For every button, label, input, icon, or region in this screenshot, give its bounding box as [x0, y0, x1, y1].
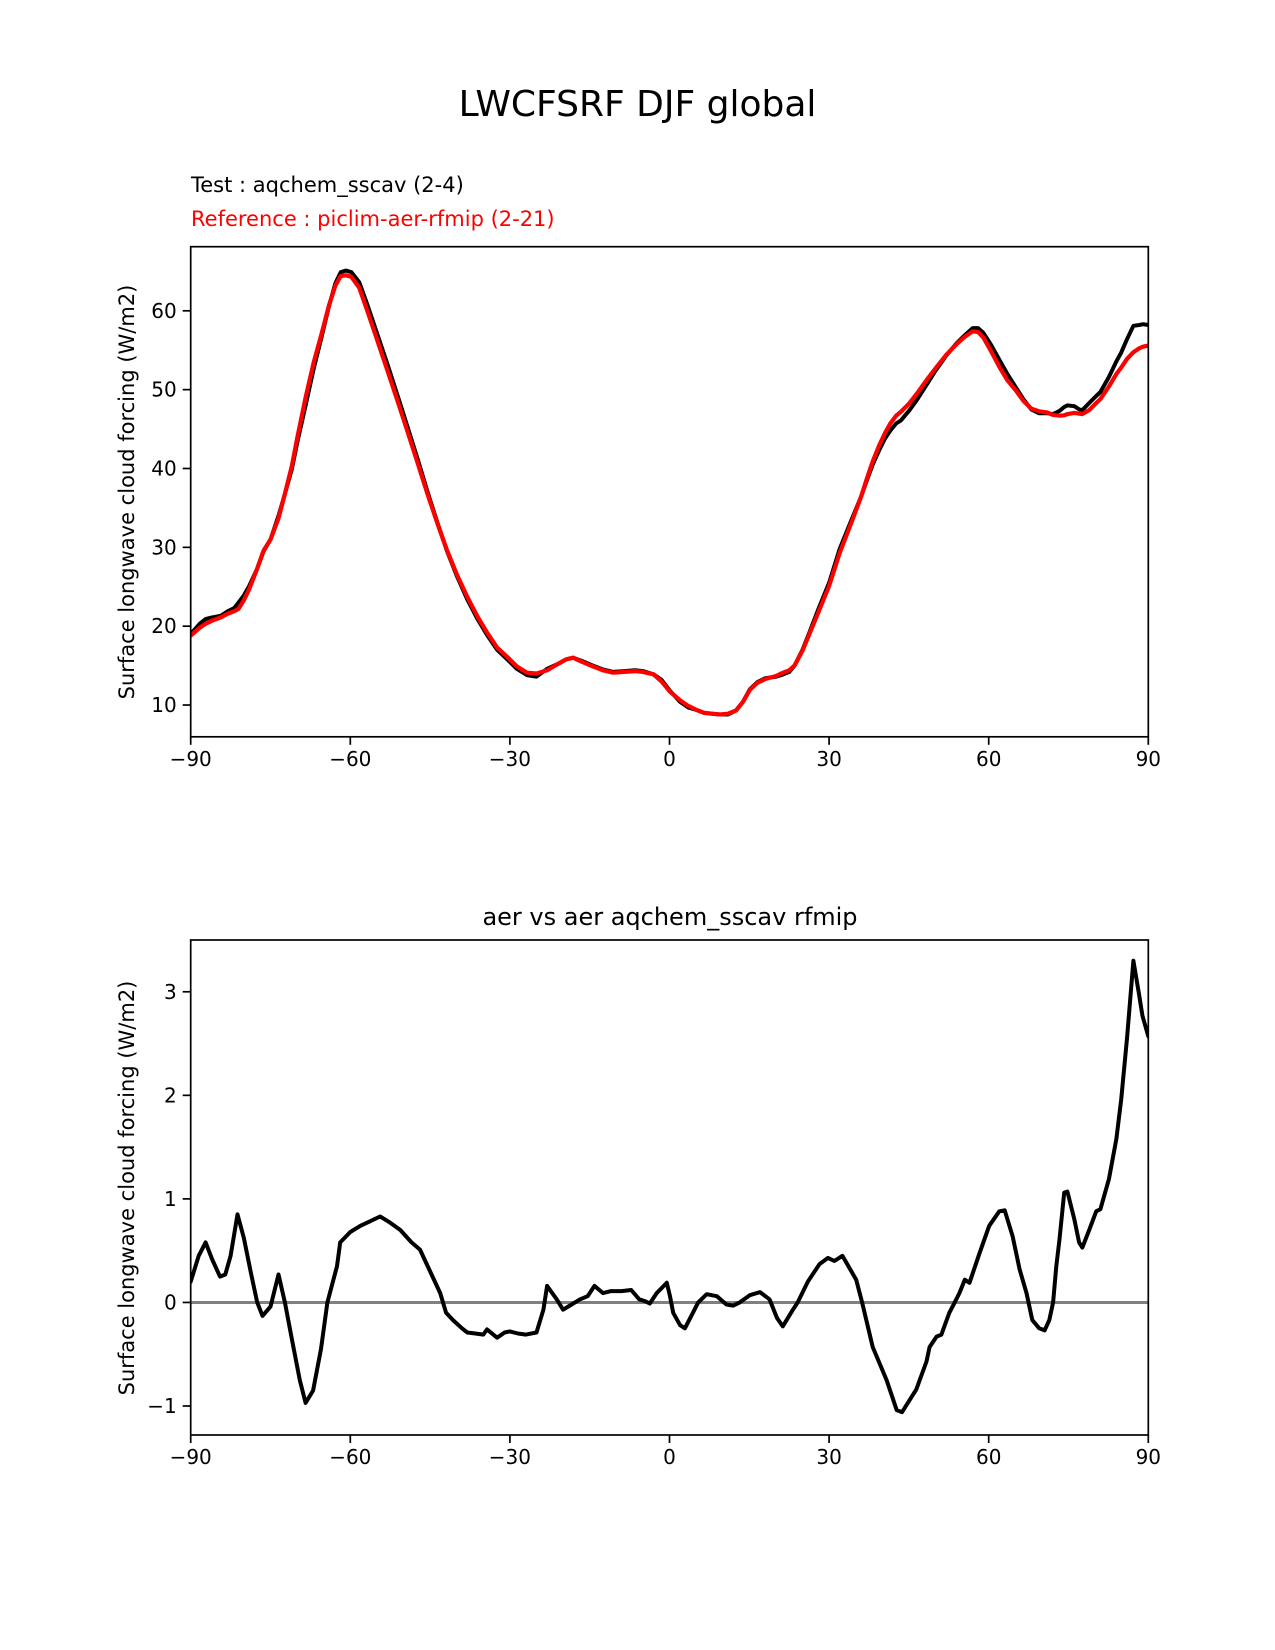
series-line-1-0: [191, 961, 1149, 1412]
y-tick-label: 1: [163, 1186, 177, 1211]
series-line-0-1: [191, 275, 1149, 714]
y-tick-label: 40: [151, 456, 177, 481]
y-tick-label: 20: [151, 614, 177, 639]
axes-spines: [191, 247, 1149, 737]
y-tick-label: −1: [147, 1394, 177, 1419]
y-tick-label: 2: [163, 1083, 177, 1108]
chart-top: [151, 247, 1161, 771]
x-tick-label: −60: [329, 747, 372, 771]
chart-bottom: [147, 940, 1161, 1469]
x-tick-label: 90: [1135, 1445, 1162, 1469]
legend-test-label: Test : aqchem_sscav (2-4): [191, 173, 464, 197]
x-tick-label: −60: [329, 1445, 372, 1469]
y-tick-label: 3: [163, 979, 177, 1004]
y-tick-label: 60: [151, 298, 177, 323]
x-tick-label: 30: [816, 1445, 842, 1469]
y-tick-label: 50: [151, 377, 177, 402]
axes-spines: [191, 940, 1149, 1435]
legend-reference-label: Reference : piclim-aer-rfmip (2-21): [191, 207, 555, 231]
x-tick-label: 60: [975, 1445, 1002, 1469]
y-tick-label: 30: [151, 535, 177, 560]
bottom-chart-title: aer vs aer aqchem_sscav rfmip: [482, 903, 858, 931]
x-tick-label: 30: [816, 747, 842, 771]
y-tick-label: 0: [163, 1290, 177, 1315]
x-tick-label: −30: [488, 1445, 532, 1469]
x-tick-label: −30: [488, 747, 532, 771]
figure-title: LWCFSRF DJF global: [458, 84, 817, 125]
x-tick-label: 0: [663, 1445, 676, 1469]
series-line-0-0: [191, 271, 1149, 715]
x-tick-label: −90: [169, 747, 212, 771]
x-tick-label: 60: [975, 747, 1002, 771]
bottom-chart-y-axis-label: Surface longwave cloud forcing (W/m2): [115, 980, 139, 1396]
x-tick-label: 0: [663, 747, 676, 771]
y-tick-label: 10: [151, 693, 177, 718]
x-tick-label: −90: [169, 1445, 212, 1469]
x-tick-label: 90: [1135, 747, 1162, 771]
top-chart-y-axis-label: Surface longwave cloud forcing (W/m2): [115, 284, 139, 700]
